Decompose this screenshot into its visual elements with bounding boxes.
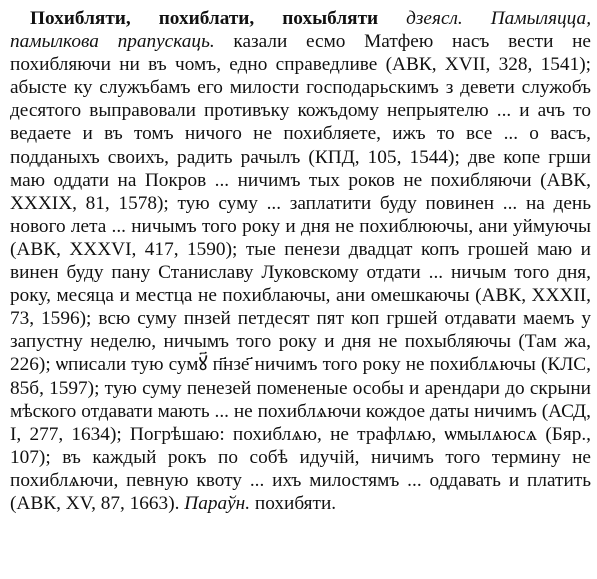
cross-reference-word: похибяти. [250,492,337,514]
cross-reference-label: Параўн. [184,492,251,514]
dictionary-entry [10,7,591,515]
entry-headword: Похибляти, похиблати, похыбляти [30,8,379,29]
entry-citations: казали есмо Матфею насъ вести не похибляючи ни въ чомъ, едно справедливе (АВК, XVII, 328, 1541); абысте ку служъбамъ его милости господарьскимъ з девети служобъ десятого выправовали противъку кожъдому непрыятелю ... и ачъ то ведаете и въ томъ ничого не похибляете, ижъ то все ... о васъ, подданыхъ своихъ, радить рачылъ (КПД, 105, 1544); две копе грши маю оддати на Покров ... ничимъ тых роков не похибляючи (АВК, XXXIX, 81, 1578); тую суму ... заплатити буду повинен ... на день нового лета ... ничымъ того року и дня не похиблюючы, ани уймуючы (АВК, XXXVI, 417, 1590); тые пенези двадцат копъ грошей маю и винен буду пану Станиславу Луковскому отдати ... ничым того дня, року, месяца и местца не похиблаючы, ани омешкаючы (АВК, XXXII, 73, 1596); всю суму пнзей петдесят пят коп гршей отдавати маемъ у запустну неделю, ничымъ того року и дня не похыбляючы (Там жа, 226); ѡписали тую сумꙋ҃ п҃нзе҃ ничимъ того року не похиблѧючы (КЛС, 85б, 1597); тую суму пенезей помененые особы и арендари до скрыни мѣского отдавати мають ... не похиблѧючи кождое даты ничимъ (АСД, I, 277, 1634); Погрѣшаю: похиблѧю, не трафлѧю, ѡмылѧюсѧ (Бяр., 107); въ каждый рокъ по собѣ идучій, ничимъ того термину не похиблѧючи, певную квоту ... ихъ милостямъ ... оддавать и платить (АВК, XV, 87, 1663). [10,31,591,514]
entry-grammar: дзеясл. [406,8,463,29]
entry-definition: Памыляцца, памылкова прапускаць. [10,8,592,53]
